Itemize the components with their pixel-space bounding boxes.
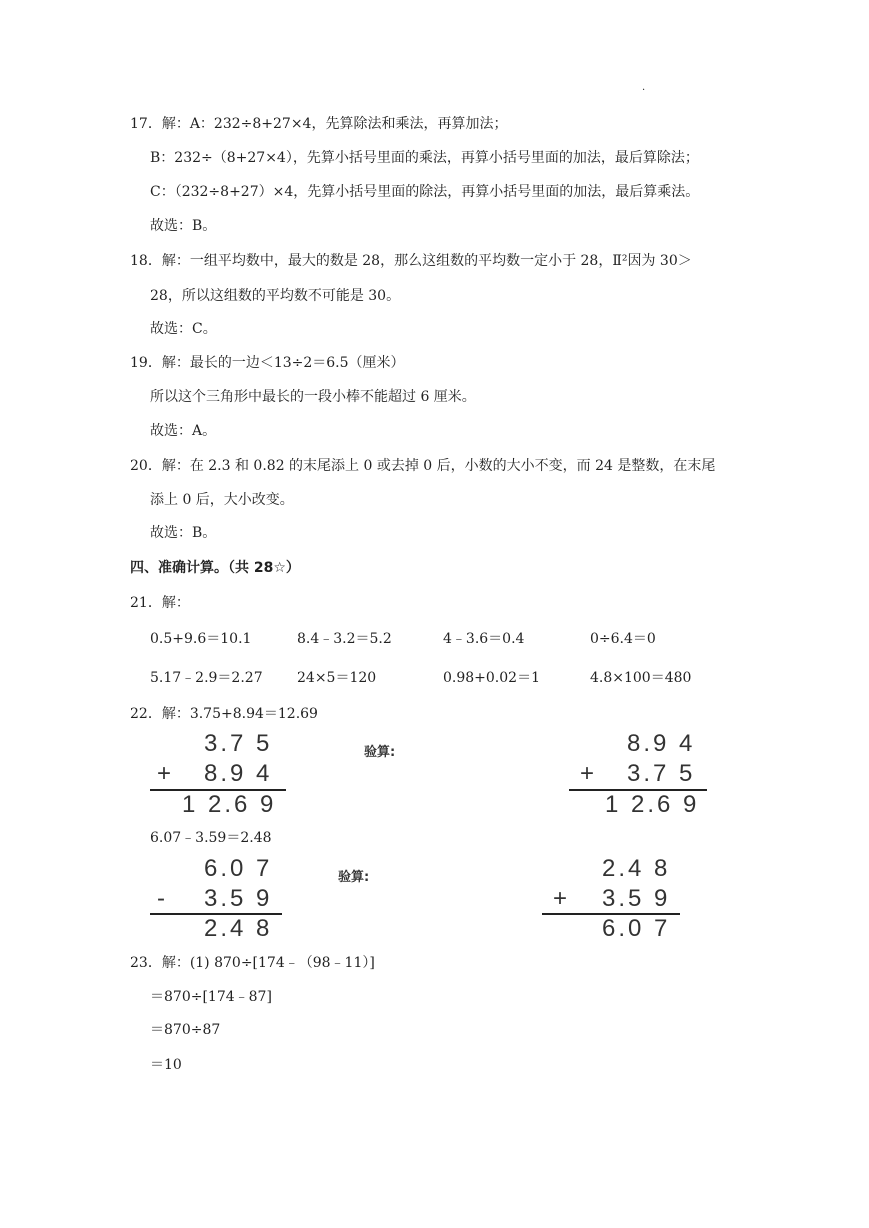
calc1-operator: + bbox=[157, 760, 175, 787]
q22-line1: 22．解：3.75+8.94＝12.69 bbox=[130, 706, 318, 722]
check2-result: 6.0 7 bbox=[602, 915, 671, 942]
calc1-bottom: 8.9 4 bbox=[204, 760, 273, 787]
check2-top: 2.4 8 bbox=[602, 855, 671, 882]
section-title: 四、准确计算。（共 28☆） bbox=[130, 560, 300, 576]
q18-answer: 故选：C。 bbox=[150, 321, 217, 337]
q21-r2c3: 0.98+0.02＝1 bbox=[443, 670, 540, 686]
q21-r2c2: 24×5＝120 bbox=[297, 670, 377, 686]
q21-r1c1: 0.5+9.6＝10.1 bbox=[150, 631, 252, 647]
q17-line1: 17．解：A：232÷8+27×4，先算除法和乘法，再算加法； bbox=[130, 116, 508, 132]
check1-top: 8.9 4 bbox=[627, 730, 696, 757]
q21-r1c3: 4﹣3.6＝0.4 bbox=[443, 631, 525, 647]
q19-answer: 故选：A。 bbox=[150, 423, 217, 439]
calc2-operator: - bbox=[157, 885, 168, 912]
q18-line2: 28，所以这组数的平均数不可能是 30。 bbox=[150, 288, 401, 304]
check2-bottom: 3.5 9 bbox=[602, 885, 671, 912]
q17-line2: B：232÷（8+27×4），先算小括号里面的乘法，再算小括号里面的加法，最后算除法； bbox=[150, 150, 699, 166]
q20-answer: 故选：B。 bbox=[150, 525, 217, 541]
q23-line2: ＝870÷[174﹣87] bbox=[150, 989, 272, 1005]
check-label-2: 验算: bbox=[338, 870, 370, 885]
check1-result: 1 2.6 9 bbox=[605, 791, 700, 818]
q22-line2: 6.07﹣3.59＝2.48 bbox=[150, 830, 272, 846]
calc2-top: 6.0 7 bbox=[204, 855, 273, 882]
check2-operator: + bbox=[553, 885, 571, 912]
check1-operator: + bbox=[580, 760, 598, 787]
q21-r1c2: 8.4﹣3.2＝5.2 bbox=[297, 631, 392, 647]
top-mark: . bbox=[642, 82, 646, 93]
q21-r2c4: 4.8×100＝480 bbox=[590, 670, 692, 686]
q23-line1: 23．解：(1) 870÷[174﹣（98﹣11）] bbox=[130, 955, 375, 971]
q17-line3: C：（232÷8+27）×4，先算小括号里面的除法，再算小括号里面的加法，最后算乘法。 bbox=[150, 184, 700, 200]
check1-bottom: 3.7 5 bbox=[627, 760, 696, 787]
q21-r2c1: 5.17﹣2.9＝2.27 bbox=[150, 670, 263, 686]
q23-line4: ＝10 bbox=[150, 1057, 182, 1073]
calc1-top: 3.7 5 bbox=[204, 730, 273, 757]
q21-label: 21．解： bbox=[130, 595, 190, 611]
calc2-bottom: 3.5 9 bbox=[204, 885, 273, 912]
check-label-1: 验算: bbox=[364, 745, 396, 760]
calc1-result: 1 2.6 9 bbox=[182, 791, 277, 818]
q23-line3: ＝870÷87 bbox=[150, 1022, 221, 1038]
q17-answer: 故选：B。 bbox=[150, 218, 217, 234]
q21-r1c4: 0÷6.4＝0 bbox=[590, 631, 656, 647]
q20-line1: 20．解：在 2.3 和 0.82 的末尾添上 0 或去掉 0 后，小数的大小不变，而 24 是整数，在末尾 bbox=[130, 458, 716, 474]
q20-line2: 添上 0 后，大小改变。 bbox=[150, 492, 294, 508]
calc2-result: 2.4 8 bbox=[204, 915, 273, 942]
q19-line1: 19．解：最长的一边＜13÷2＝6.5（厘米） bbox=[130, 355, 405, 371]
q18-line1: 18．解：一组平均数中，最大的数是 28，那么这组数的平均数一定小于 28，Ⅱ²因为 30＞ bbox=[130, 253, 692, 269]
q19-line2: 所以这个三角形中最长的一段小棒不能超过 6 厘米。 bbox=[150, 389, 476, 405]
